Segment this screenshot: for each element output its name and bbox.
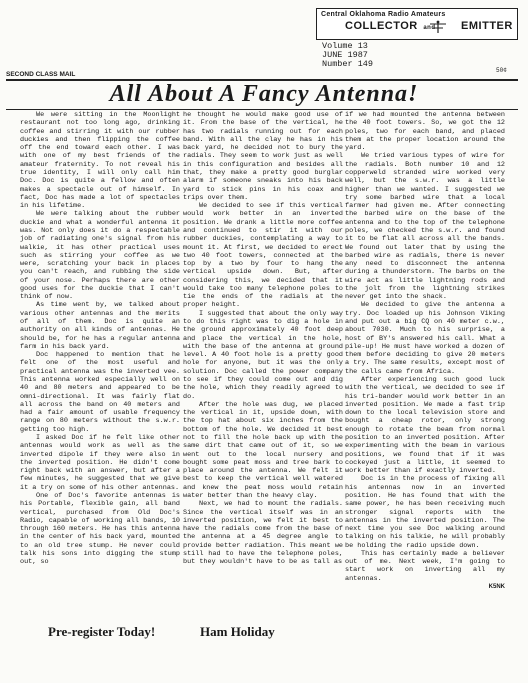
- paragraph: Next, we had to mount the radials. Since the vertical itself was in an inverted position, we felt it best to have the radials come from the base of the antenna at a 45 degree angle to provide better radiation. This meant we still had to have the telephone poles, but they wouldn't have to be as tall as: [183, 500, 343, 567]
- paragraph: As time went by, we talked about various other antennas and the merits of all of them. Doc is quite an authority on all kinds of antennas. He should be, for he has a regular antenna farm in his back yard.: [20, 301, 180, 351]
- paragraph: After the hole was dug, we placed the vertical in it, upside down, with the top hat about six inches from the bottom of the hole. We decided it best not to fill the hole back up with the same dirt that came out of it, so we went out to the local nursery and bought some peat moss and tree bark to place around the antenna. We felt it best to keep the vertical well watered and knew the peat moss would retain water better than the heavy clay.: [183, 400, 343, 500]
- paragraph: if we had mounted the antenna between the 40 foot towers. So, we got the 12 poles, two for each band, and placed them at the proper location around the yard.: [345, 111, 505, 153]
- footer-ham-holiday: Ham Holiday: [200, 624, 275, 639]
- volume-label: Volume 13: [322, 41, 368, 51]
- paragraph: Doc happened to mention that he felt one of the most useful and practical antenna was the inverted vee. This antenna worked especially well on 40 and 80 meters and appeared to be omni-directional. It was fairly flat all across the band on 40 meters and had a fair amount of usable frequency range on 80 meters without the s.w.r. getting too high.: [20, 351, 180, 434]
- date-label: JUNE 1987: [322, 50, 368, 60]
- article-column-1: [20, 111, 180, 566]
- paragraph: Doc is in the process of fixing all his antennas now in an inverted position. He has found that with the same power, he has been receiving much stronger signal reports with the antennas in the inverted position. The next time you see Doc walking around talking on his talkie, he will probably be holding the radio upside down.: [345, 475, 505, 550]
- paragraph: he thought he would make good use of it. From the base of the vertical, he has two radials running out for each band. With all the clay he has in his back yard, he decided not to bury the radials. They seem to work just as well in this configuration and besides all that, they make a pretty good burglar alarm if someone sneaks into his back yard to stick pins in his coax and trips over them.: [183, 111, 343, 202]
- paragraph: We were sitting in the Moonlight restaurant not too long ago, drinking coffee and stirring it with our rubber duckies and then flipping the coffee off the end toward each other. I was with one of my best friends of the amateur fraternity. To not reveal his true identity, I will only call him Doc. Doc is quite a fellow and often makes a spectacle out of himself. In fact, Doc has made a lot of spectacles in his lifetime.: [20, 111, 180, 211]
- paragraph: One of Doc's favorite antennas is his Portable, flexible gain, all band vertical, purchased from Old Doc's Radio, capable of working all bands, 10 through 160 meters. He has this antenna in the center of his back yard, mounted to an old tree stump. He never could talk his sons into digging the stump out, so: [20, 491, 180, 567]
- mail-class-label: SECOND CLASS MAIL: [6, 71, 76, 78]
- article-column-3: [345, 111, 505, 591]
- paragraph: We tried various types of wire for the radials. Both number 10 and 12 copperweld stranded wire worked very well, but the s.w.r. was a little higher than we wanted. I suggested we try some barbed wire that a local farmer had given me. After connecting the barbed wire on the base of the antenna and to the top of the telephone poles, we checked the s.w.r. and found it to be flat all across all the bands. We found out later that by using the barbed wire as radials, there is never any need to disconnect the antenna during a thunderstorm. The barbs on the wire act as little lightning rods and the jolt from the lightning strikes never get into the shack.: [345, 152, 505, 302]
- divider-headline: [6, 109, 518, 110]
- paragraph: I suggested that about the only way to do this right was to dig a hole in the ground approximately 40 foot deep and place the vertical in the hole, with the base of the antenna at ground level. A 40 foot hole is a pretty good hole for anyone, but it was the only solution. Doc called the power company to see if they could come out and dig the hole, which they readily agreed to do.: [183, 309, 343, 401]
- article-column-2: [183, 111, 343, 566]
- article-headline: All About A Fancy Antenna!: [109, 81, 419, 107]
- paragraph: After experiencing such good luck with the vertical, we decided to see if his tri-bander would work better in an inverted position. We made a fast trip down to the local television store and bought a cheap rotor, only strong enough to rotate the beam from normal position to an inverted position. After experimenting with the beam in various positions, we found that if it was cockeyed just a little, it seemed to work better than if exactly inverted.: [345, 376, 505, 476]
- title-right: EMITTER: [461, 20, 513, 32]
- author-signature: K5NK: [488, 584, 505, 591]
- masthead-logo: [316, 8, 518, 40]
- title-amp: and: [423, 25, 436, 31]
- paragraph: This has certainly made a believer out of me. Next week, I'm going to start work on inverting all my antennas.: [345, 549, 505, 583]
- issue-info: [322, 42, 373, 69]
- paragraph: We were talking about the rubber duckie and what a wonderful antenna it was. Not only does it do a respectable job of radiating one's signal from his walkie, it has other practical uses such as stirring your coffee as we were, scratching your back in places you can't reach, and rubbing the side of your nose. Perhaps there are other good uses for the duckie that I can't think of now.: [20, 210, 180, 302]
- antenna-emblem-icon: [425, 20, 451, 34]
- org-line: Central Oklahoma Radio Amateurs: [321, 11, 446, 18]
- paragraph: We decided to give the antenna a try. Doc loaded up his Johnson Viking and put out a big CQ on 40 meter c.w., about 7030. Much to his surprise, a host of BY's answered his call. What a pile-up! He must have worked a dozen of them before deciding to give 20 meters a try. The same results, except most of the calls came from Africa.: [345, 301, 505, 376]
- number-label: Number 149: [322, 59, 374, 69]
- footer-preregister: Pre-register Today!: [48, 624, 156, 639]
- paragraph: I asked Doc if he felt like other antennas would work as well as the inverted dipole if they were also in the inverted position. He didn't come right back with an answer, but after a few minutes, he suggested that we give it a try on some of his other antennas.: [20, 433, 180, 492]
- paragraph: We decided to see if this vertical would work better in an inverted position. We drank a little more coffee and continued to stir it with our rubber duckies, contemplating a way to mount it. At first, we decided to erect two 40 foot towers, connected at the top by a two by four to hang the vertical upside down. But, after considering this, we decided that it would take too many telephone poles to tie the ends of the radials at the proper height.: [183, 202, 343, 310]
- title-left: COLLECTOR: [345, 20, 418, 32]
- price-label: 50¢: [496, 67, 507, 74]
